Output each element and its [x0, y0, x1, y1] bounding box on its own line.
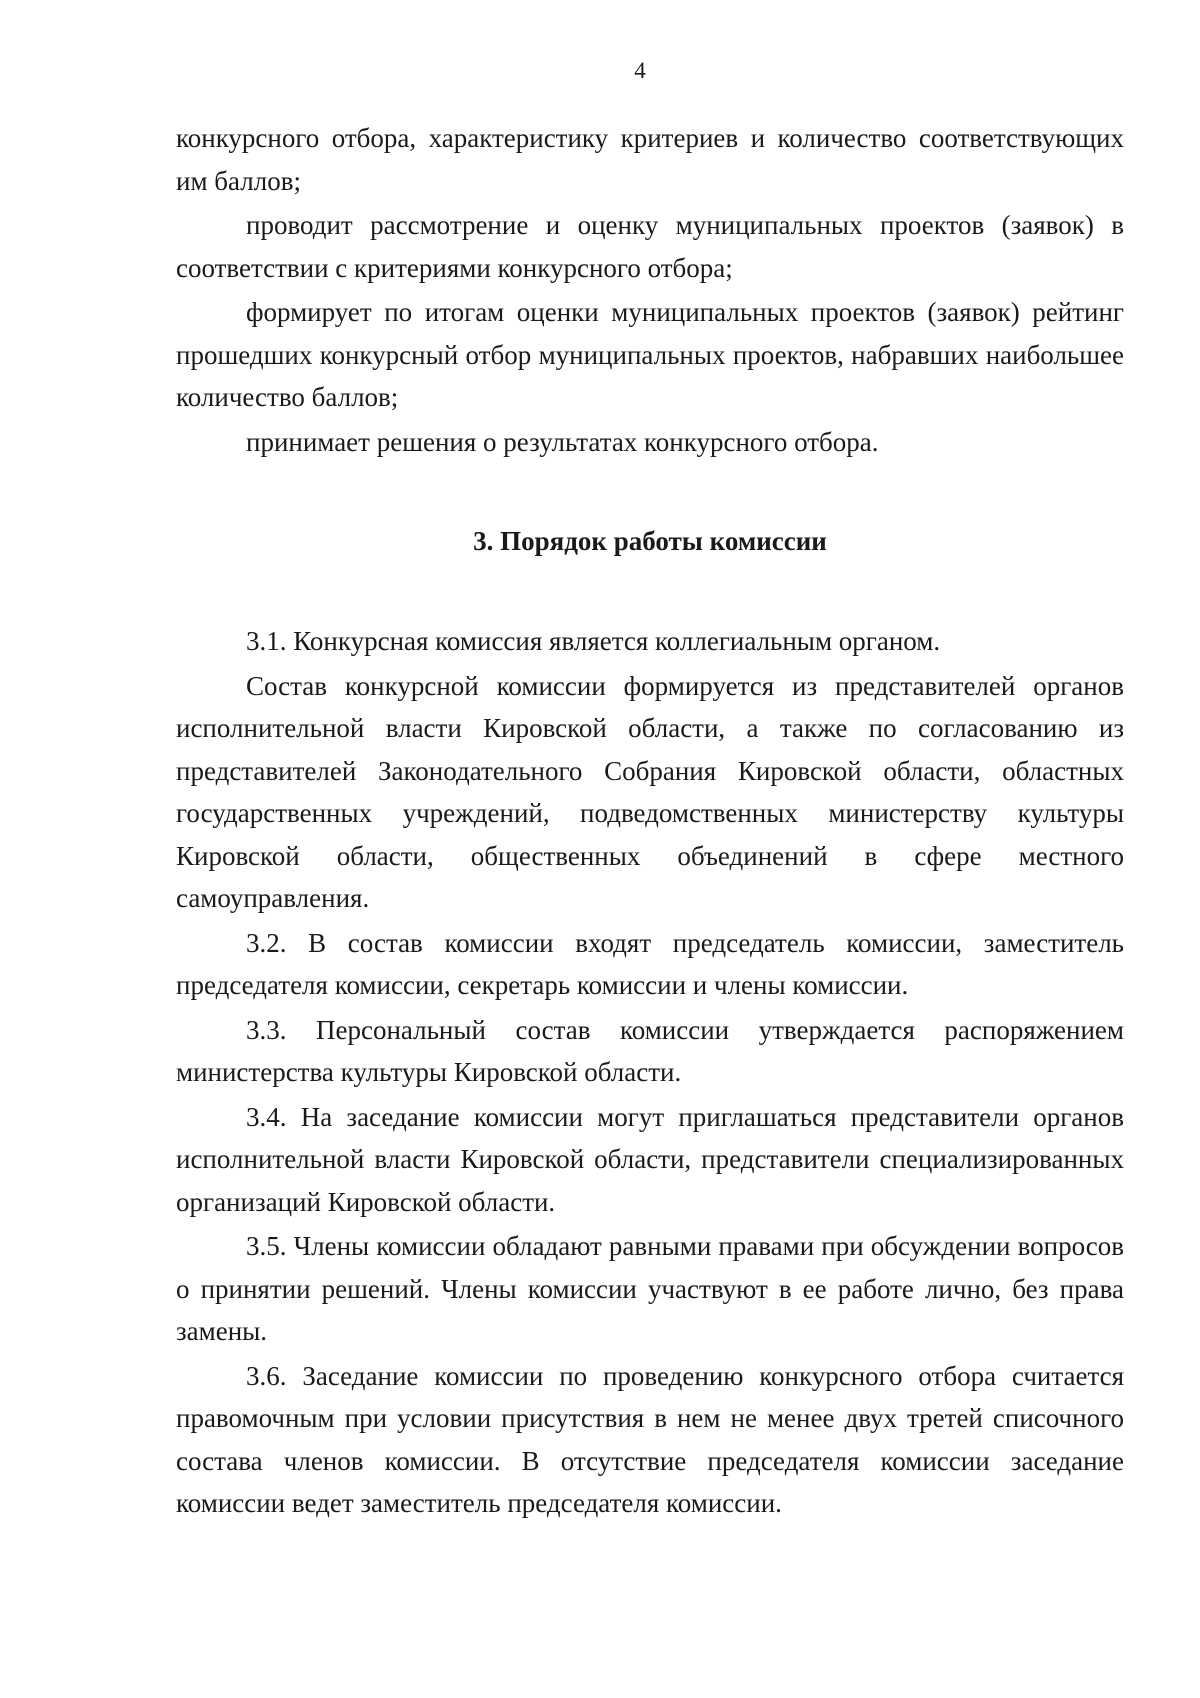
page-number: 4	[634, 58, 646, 83]
section-paragraphs	[176, 620, 1124, 1525]
paragraph-3-3: 3.3. Персональный состав комиссии утверждается распоряжением министерства культуры Кировской области.	[176, 1014, 1124, 1087]
section-heading-wrap	[176, 520, 1124, 563]
paragraph-3-5: 3.5. Члены комиссии обладают равными правами при обсуждении вопросов о принятии решений. Члены комиссии участвуют в ее работе лично, без права замены.	[176, 1231, 1124, 1346]
section-heading: 3. Порядок работы комиссии	[473, 526, 827, 556]
paragraph-3-4: 3.4. На заседание комиссии могут приглашаться представители органов исполнительной власти Кировской области, представители специализированных организаций Кировской области.	[176, 1101, 1124, 1217]
paragraph-composition: Состав конкурсной комиссии формируется из представителей органов исполнительной власти Кировской области, а также по согласованию из представителей Законодательного Собрания Кировской области, областных государственных учреждений, подведомственных министерству культуры Кировской области, общественных объединений в сфере местного самоуправления.	[176, 670, 1124, 913]
paragraph-criteria: конкурсного отбора, характеристику критериев и количество соответствующих им баллов;	[176, 123, 1124, 196]
paragraph-3-6: 3.6. Заседание комиссии по проведению конкурсного отбора считается правомочным при условии присутствия в нем не менее двух третей списочного состава членов комиссии. В отсутствие председателя комиссии заседание комиссии ведет заместитель председателя комиссии.	[176, 1360, 1124, 1518]
paragraph-3-1: 3.1. Конкурсная комиссия является коллегиальным органом.	[246, 626, 941, 656]
paragraph-decisions: принимает решения о результатах конкурсного отбора.	[246, 426, 879, 457]
paragraph-rating: формирует по итогам оценки муниципальных проектов (заявок) рейтинг прошедших конкурсный отбор муниципальных проектов, набравших наибольшее количество баллов;	[176, 297, 1124, 412]
paragraph-3-2: 3.2. В состав комиссии входят председатель комиссии, заместитель председателя комиссии, секретарь комиссии и члены комиссии.	[176, 927, 1124, 1000]
paragraph-review: проводит рассмотрение и оценку муниципальных проектов (заявок) в соответствии с критериями конкурсного отбора;	[176, 210, 1124, 283]
top-paragraphs	[176, 117, 1124, 463]
